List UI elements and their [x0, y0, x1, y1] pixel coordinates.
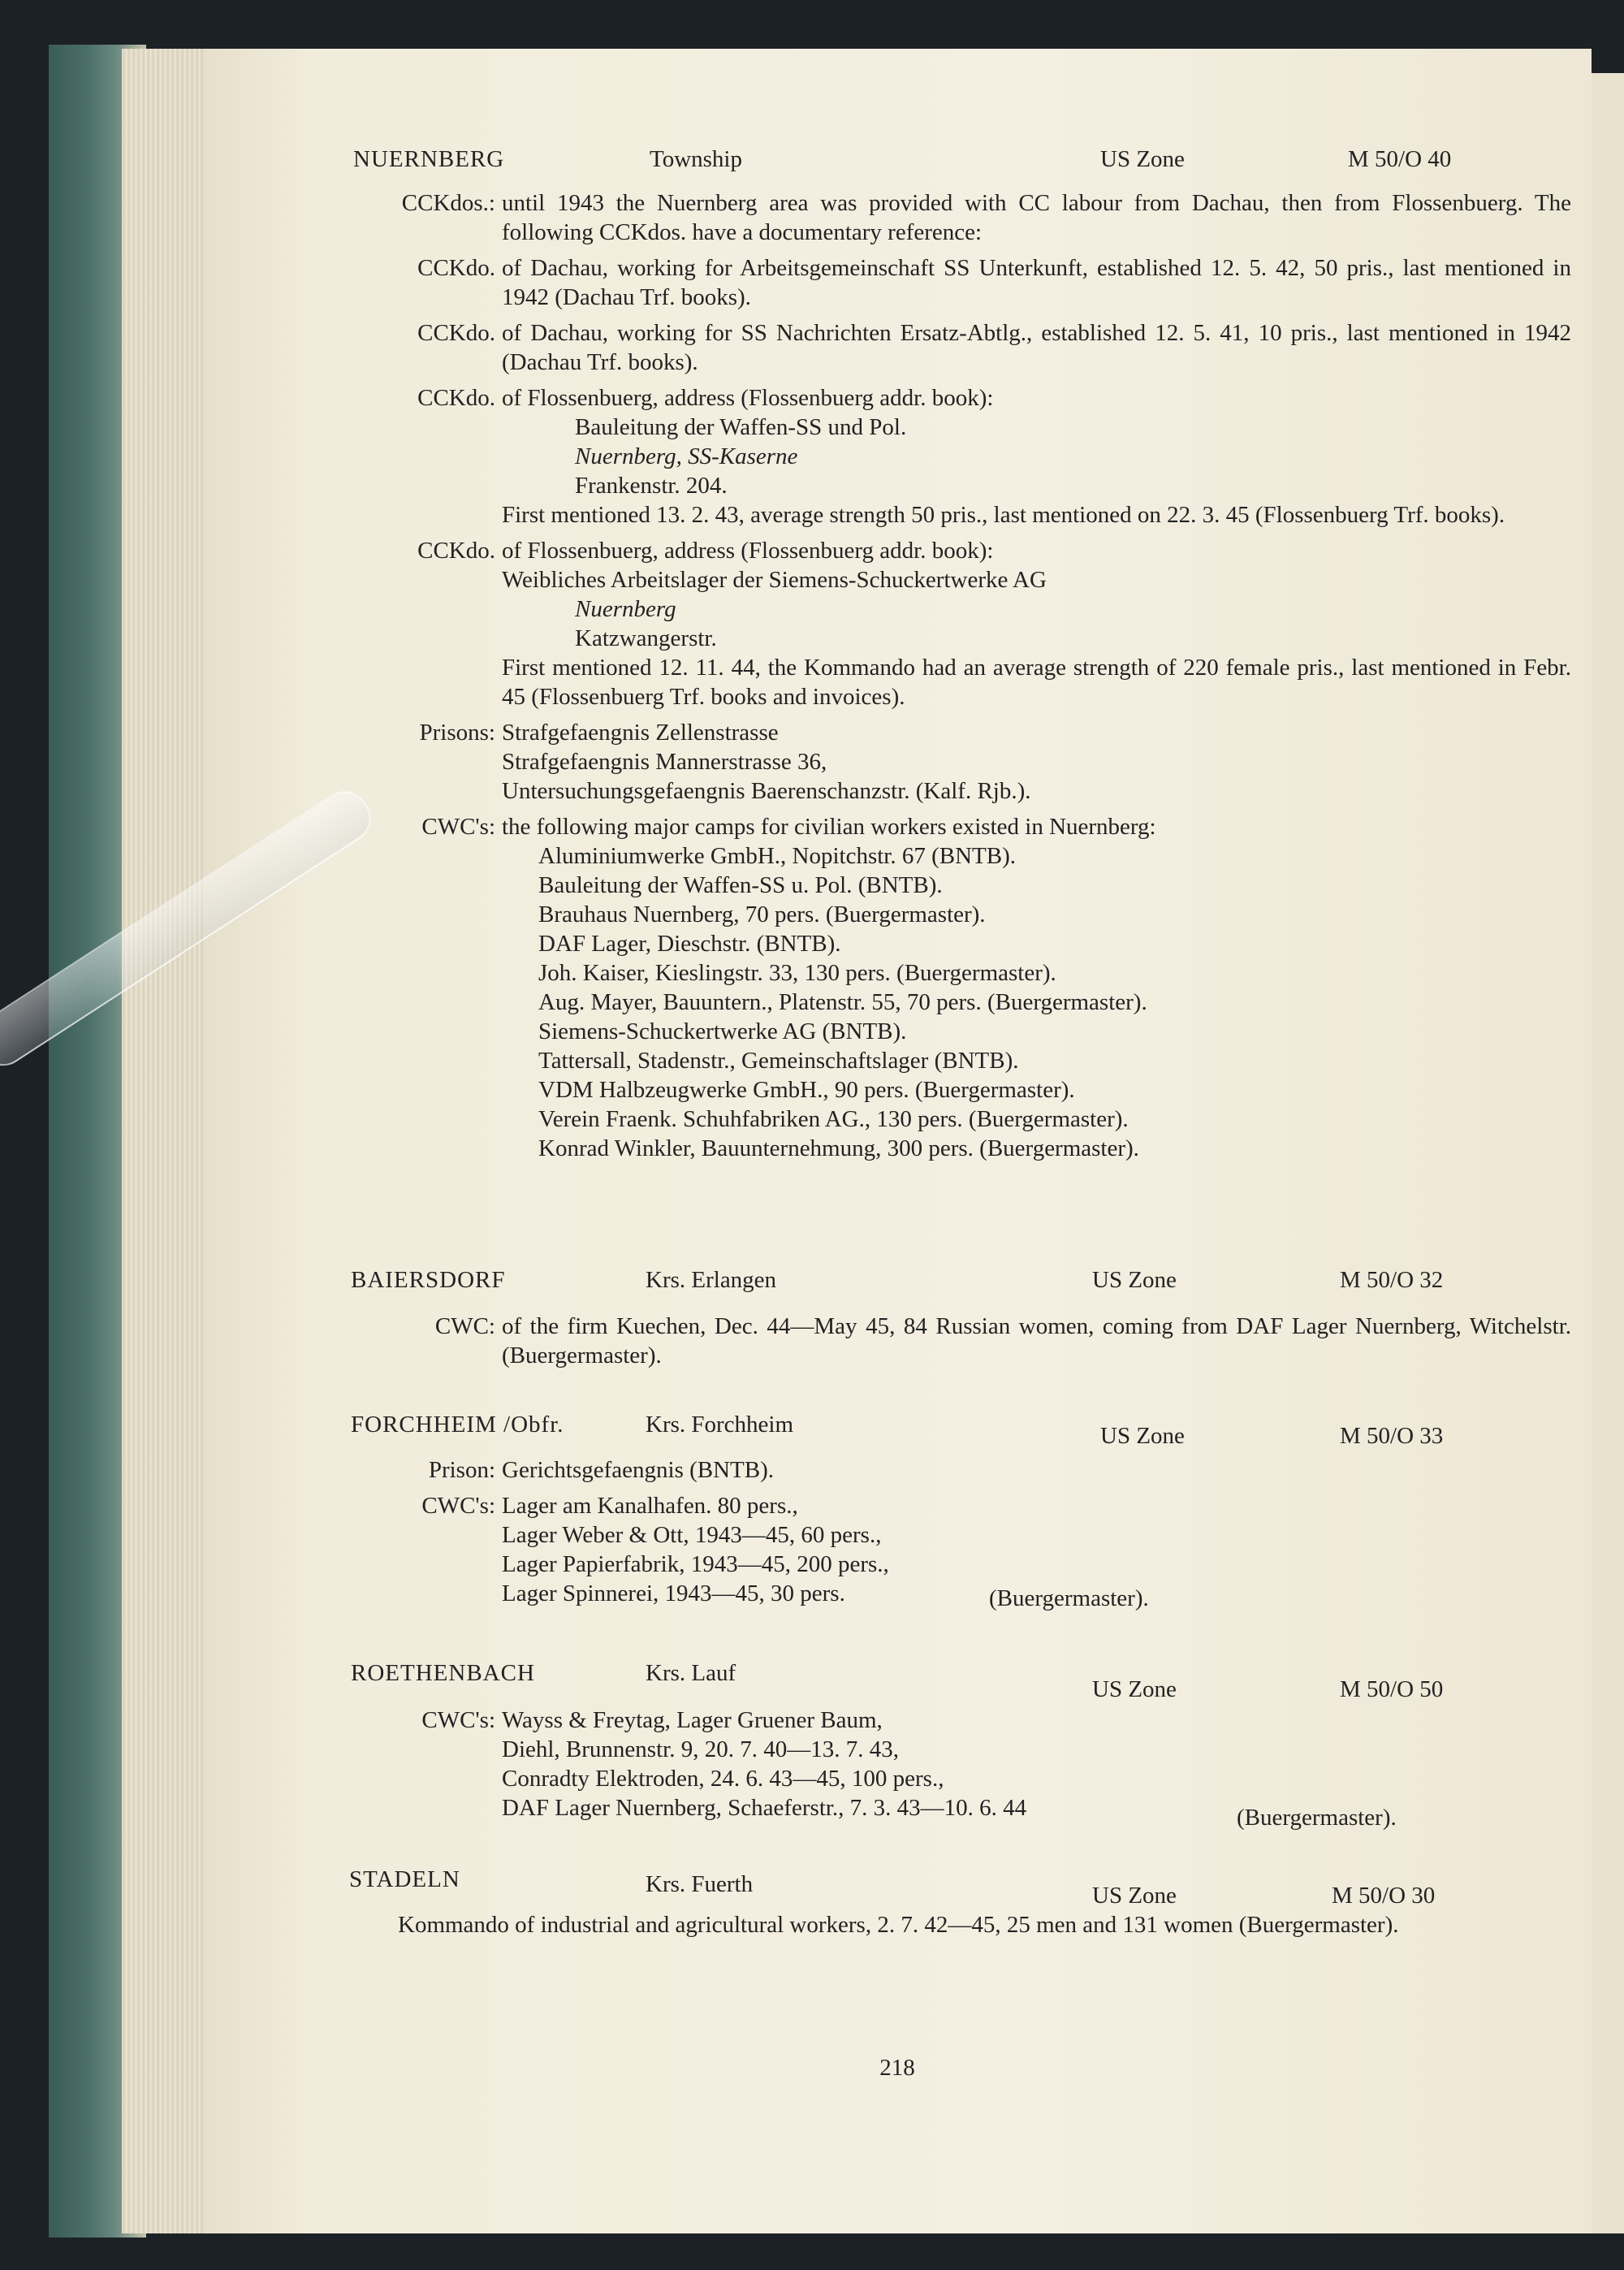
nuernberg-body — [353, 188, 1571, 1170]
list-item: Strafgefaengnis Zellenstrasse — [502, 720, 779, 746]
address-line: Frankenstr. 204. — [575, 473, 728, 499]
list-item: Tattersall, Stadenstr., Gemeinschaftslager (BNTB). — [538, 1048, 1019, 1074]
address-line: Katzwangerstr. — [575, 625, 717, 651]
list-item: Lager Weber & Ott, 1943—45, 60 pers., — [502, 1522, 882, 1548]
entry-note: First mentioned 13. 2. 43, average strength 50 pris., last mentioned on 22. 3. 45 (Flossenbuerg Trf. books). — [502, 502, 1505, 528]
list-item: DAF Lager, Dieschstr. (BNTB). — [538, 931, 841, 957]
entry-text — [502, 718, 1571, 806]
entry-label: CWC's: — [421, 1493, 495, 1519]
entry-header-stadeln — [203, 1865, 1592, 1909]
district-name: Krs. Forchheim — [646, 1412, 794, 1438]
list-item: VDM Halbzeugwerke GmbH., 90 pers. (Buergermaster). — [538, 1077, 1075, 1103]
list-item: Untersuchungsgefaengnis Baerenschanzstr. (Kalf. Rjb.). — [502, 778, 1031, 804]
place-name: FORCHHEIM /Obfr. — [351, 1412, 564, 1438]
place-name: STADELN — [349, 1866, 460, 1892]
address-line: Weibliches Arbeitslager der Siemens-Schuckertwerke AG — [502, 567, 1047, 593]
entry-text: Kommando of industrial and agricultural workers, 2. 7. 42—45, 25 men and 131 women (Buergermaster). — [398, 1912, 1399, 1938]
entry-label: CCKdo. — [417, 320, 495, 346]
list-item: Conradty Elektroden, 24. 6. 43—45, 100 pers., — [502, 1766, 944, 1792]
page-content — [203, 49, 1592, 2233]
district-name: Krs. Fuerth — [646, 1871, 754, 1897]
entry-header-baiersdorf — [203, 1265, 1592, 1298]
entry-text — [502, 812, 1571, 1163]
list-item: Bauleitung der Waffen-SS u. Pol. (BNTB). — [538, 872, 943, 898]
list-item: Brauhaus Nuernberg, 70 pers. (Buergermaster). — [538, 902, 986, 927]
entry-cckdo-4 — [353, 536, 1571, 711]
entry-label: CCKdos.: — [401, 190, 495, 216]
zone-label: US Zone — [1100, 1423, 1185, 1449]
map-reference: M 50/O 30 — [1332, 1883, 1436, 1909]
facing-page-edge — [1587, 73, 1624, 2233]
list-item: Konrad Winkler, Bauunternehmung, 300 pers. (Buergermaster). — [538, 1135, 1139, 1161]
entry-label: CWC's: — [421, 814, 495, 840]
list-item: Lager am Kanalhafen. 80 pers., — [502, 1493, 798, 1519]
source-note: (Buergermaster). — [1237, 1805, 1397, 1831]
entry-header-roethenbach — [203, 1658, 1592, 1702]
entry-prisons — [353, 718, 1571, 806]
address-intro: of Flossenbuerg, address (Flossenbuerg addr. book): — [502, 538, 994, 564]
entry-label: CCKdo. — [417, 255, 495, 281]
address-intro: of Flossenbuerg, address (Flossenbuerg addr. book): — [502, 385, 994, 411]
zone-label: US Zone — [1092, 1676, 1177, 1702]
address-line: Bauleitung der Waffen-SS und Pol. — [575, 414, 907, 440]
place-name: NUERNBERG — [353, 146, 505, 172]
map-reference: M 50/O 50 — [1340, 1676, 1444, 1702]
list-item: Lager Spinnerei, 1943—45, 30 pers. — [502, 1580, 845, 1606]
entry-cckdo-2 — [353, 318, 1571, 377]
forchheim-body — [353, 1455, 1571, 1615]
map-reference: M 50/O 32 — [1340, 1267, 1444, 1293]
entry-header-nuernberg — [203, 145, 1592, 177]
address-line: Nuernberg — [575, 596, 676, 622]
list-item: Strafgefaengnis Mannerstrasse 36, — [502, 749, 827, 775]
entry-text: Gerichtsgefaengnis (BNTB). — [502, 1457, 775, 1483]
entry-label: Prisons: — [419, 720, 495, 746]
list-item: Verein Fraenk. Schuhfabriken AG., 130 pers. (Buergermaster). — [538, 1106, 1129, 1132]
stadeln-body — [398, 1910, 1583, 1939]
list-item: Diehl, Brunnenstr. 9, 20. 7. 40—13. 7. 43, — [502, 1736, 899, 1762]
entry-text — [502, 1491, 1571, 1611]
roethenbach-body — [353, 1706, 1571, 1829]
entry-prison — [353, 1455, 1571, 1485]
district-name: Krs. Erlangen — [646, 1267, 777, 1293]
entry-cwc — [353, 1706, 1571, 1831]
entry-note: First mentioned 12. 11. 44, the Kommando had an average strength of 220 female pris., last mentioned in Febr. 45 (Flossenbuerg Trf. books and invoices). — [502, 655, 1571, 710]
entry-label: CCKdo. — [417, 538, 495, 564]
entry-text: of Dachau, working for SS Nachrichten Ersatz-Abtlg., established 12. 5. 41, 10 pris., last mentioned in 1942 (Dachau Trf. books). — [502, 320, 1571, 375]
entry-text — [502, 536, 1571, 711]
entry-text: of Dachau, working for Arbeitsgemeinschaft SS Unterkunft, established 12. 5. 42, 50 pris., last mentioned in 1942 (Dachau Trf. books). — [502, 255, 1571, 310]
book-page — [203, 49, 1592, 2233]
entry-text: until 1943 the Nuernberg area was provided with CC labour from Dachau, then from Flossenbuerg. The following CCKdos. have a documentary reference: — [502, 190, 1571, 245]
list-item: DAF Lager Nuernberg, Schaeferstr., 7. 3. 43—10. 6. 44 — [502, 1795, 1027, 1821]
zone-label: US Zone — [1100, 146, 1185, 172]
entry-cckdo-1 — [353, 253, 1571, 312]
place-name: BAIERSDORF — [351, 1267, 506, 1293]
entry-cwc — [353, 1491, 1571, 1611]
list-item: Joh. Kaiser, Kieslingstr. 33, 130 pers. (Buergermaster). — [538, 960, 1056, 986]
address-line: Nuernberg, SS-Kaserne — [575, 443, 798, 469]
place-name: ROETHENBACH — [351, 1660, 535, 1686]
entry-label: CCKdo. — [417, 385, 495, 411]
entry-label: CWC's: — [421, 1707, 495, 1733]
entry-label: CWC: — [434, 1313, 495, 1339]
district-name: Township — [650, 146, 742, 172]
list-item: Wayss & Freytag, Lager Gruener Baum, — [502, 1707, 883, 1733]
district-name: Krs. Lauf — [646, 1660, 736, 1686]
entry-text — [502, 1706, 1571, 1831]
list-item: Lager Papierfabrik, 1943—45, 200 pers., — [502, 1551, 889, 1577]
list-item: Aluminiumwerke GmbH., Nopitchstr. 67 (BNTB). — [538, 843, 1017, 869]
entry-cwc — [353, 812, 1571, 1163]
entry-text: of the firm Kuechen, Dec. 44—May 45, 84 Russian women, coming from DAF Lager Nuernberg, Witchelstr. (Buergermaster). — [502, 1313, 1571, 1368]
list-item: Siemens-Schuckertwerke AG (BNTB). — [538, 1018, 907, 1044]
entry-header-forchheim — [203, 1410, 1592, 1449]
page-number: 218 — [879, 2055, 915, 2081]
entry-text — [502, 383, 1571, 530]
entry-cwc — [353, 1312, 1571, 1370]
source-note: (Buergermaster). — [989, 1585, 1149, 1611]
list-item: Aug. Mayer, Bauuntern., Platenstr. 55, 70 pers. (Buergermaster). — [538, 989, 1147, 1015]
map-reference: M 50/O 40 — [1348, 146, 1452, 172]
entry-label: Prison: — [428, 1457, 495, 1483]
zone-label: US Zone — [1092, 1883, 1177, 1909]
map-reference: M 50/O 33 — [1340, 1423, 1444, 1449]
list-intro: the following major camps for civilian workers existed in Nuernberg: — [502, 814, 1156, 840]
entry-cckdo-3 — [353, 383, 1571, 530]
zone-label: US Zone — [1092, 1267, 1177, 1293]
baiersdorf-body — [353, 1312, 1571, 1377]
entry-cckdos — [353, 188, 1571, 247]
